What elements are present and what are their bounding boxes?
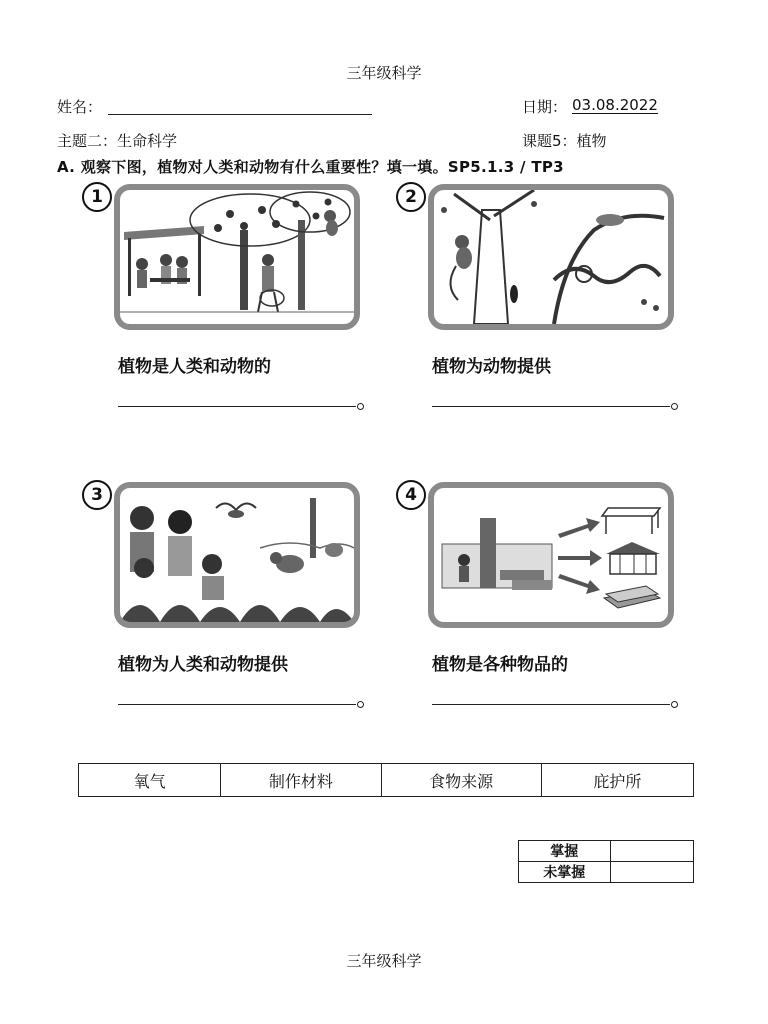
wood-products-illustration (434, 488, 668, 622)
date-value: 03.08.2022 (572, 96, 658, 114)
panel-3-picture (114, 482, 360, 628)
panel-3-answer-line[interactable] (118, 704, 356, 705)
not-mastered-label: 未掌握 (519, 862, 611, 883)
panel-4-prompt: 植物是各种物品的 (432, 655, 568, 675)
panel-4-picture (428, 482, 674, 628)
not-mastered-checkbox-cell[interactable] (610, 862, 693, 883)
theme-label: 主题二：生命科学 (57, 132, 178, 150)
family-park-illustration (120, 488, 354, 622)
panel-2-picture (428, 184, 674, 330)
panel-number-2: 2 (396, 182, 426, 212)
panel-number-4: 4 (396, 480, 426, 510)
period-dot (671, 403, 678, 410)
lesson-label: 课题5：植物 (522, 132, 607, 150)
word-choices-table (78, 763, 694, 797)
mastered-checkbox-cell[interactable] (610, 841, 693, 862)
panel-4-answer-line[interactable] (432, 704, 670, 705)
name-label: 姓名： (57, 98, 103, 116)
table-row (519, 841, 694, 862)
panel-2-prompt: 植物为动物提供 (432, 357, 551, 377)
panel-1-prompt: 植物是人类和动物的 (118, 357, 271, 377)
period-dot (357, 403, 364, 410)
choice-cell: 制作材料 (221, 764, 381, 797)
choice-cell: 食物来源 (381, 764, 541, 797)
panel-3-prompt: 植物为人类和动物提供 (118, 655, 288, 675)
panel-number-1: 1 (82, 182, 112, 212)
forest-animals-illustration (434, 190, 668, 324)
garden-scene-illustration (120, 190, 354, 324)
date-label: 日期： (522, 98, 568, 116)
page-title: 三年级科学 (346, 64, 422, 82)
footer-title: 三年级科学 (346, 952, 422, 970)
choice-cell: 氧气 (79, 764, 221, 797)
table-row (519, 862, 694, 883)
panel-1-answer-line[interactable] (118, 406, 356, 407)
panel-2-answer-line[interactable] (432, 406, 670, 407)
period-dot (671, 701, 678, 708)
mastery-table (518, 840, 694, 883)
period-dot (357, 701, 364, 708)
table-row (79, 764, 694, 797)
panel-1-picture (114, 184, 360, 330)
panel-number-3: 3 (82, 480, 112, 510)
question-instruction: A. 观察下图，植物对人类和动物有什么重要性？填一填。SP5.1.3 / TP3 (57, 158, 564, 176)
choice-cell: 庇护所 (541, 764, 693, 797)
name-field-line[interactable] (108, 114, 372, 115)
mastered-label: 掌握 (519, 841, 611, 862)
